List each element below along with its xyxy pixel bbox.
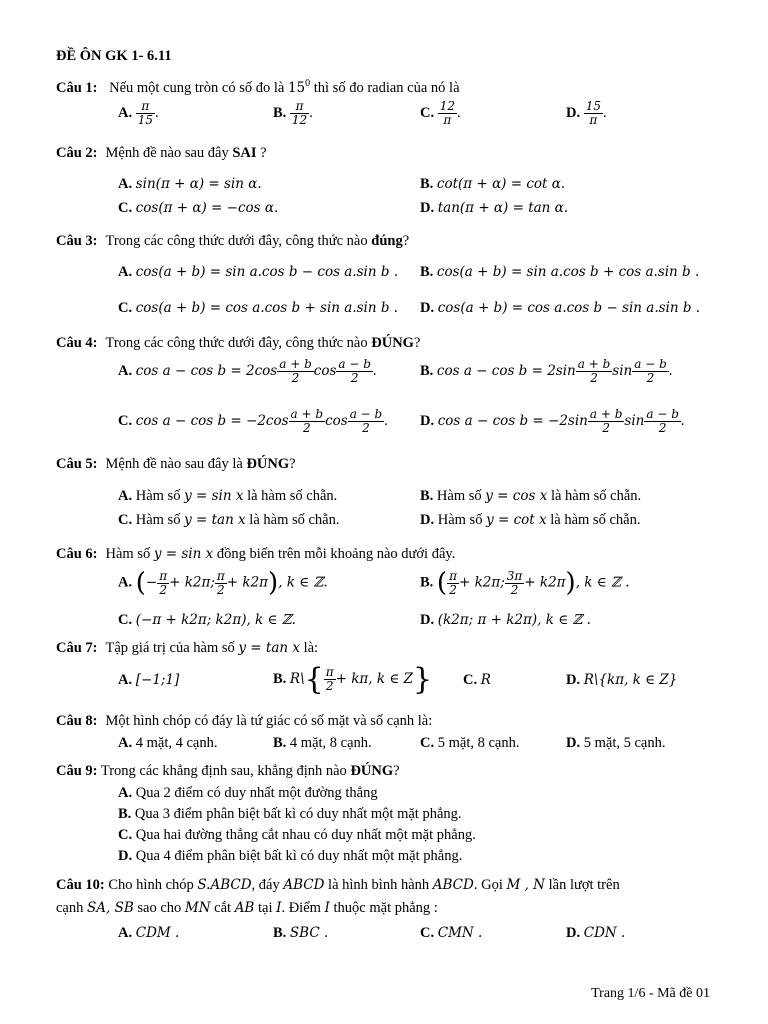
text-q3-d-t: cos(a + b) = cos a.cos b − sin a.sin b . [437,300,701,316]
text-q1-a-k: A. [118,104,133,121]
text-q6-c-t: (−π + k2π; k2π), k ∈ ℤ. [135,612,296,628]
text-q6-b-m1: + k2π; [458,574,505,591]
text-q7-f: y = tan x [238,640,300,656]
text-q4-a-mid: cos [313,362,337,379]
text-q5-a-p1: Hàm số [135,488,181,504]
text-q6-f: y = sin x [153,546,214,562]
q8-option-d[interactable] [566,735,665,752]
text-q5-d-k: D. [420,512,435,528]
text-q5-a-k: A. [118,488,133,504]
text-q4-d-f2n: a − b [646,407,679,421]
q7-option-c[interactable] [463,672,491,689]
text-q6-a-n1: π [159,568,168,583]
question-9 [56,763,400,780]
text-q1-b-k: B. [273,104,287,121]
text-q3-b-t: cos(a + b) = sin a.cos b + cos a.sin b . [436,264,700,280]
text-q7-b-k: B. [273,670,287,687]
text-q5-c-k: C. [118,512,133,528]
text-q10-b-t: SBC . [289,925,329,941]
text-q2-d-t: tan(π + α) = tan α. [437,200,569,216]
page-footer: Trang 1/6 - Mã đề 01 [591,986,710,1001]
text-q7-b-post: + kπ, k ∈ Z [335,670,413,687]
text-q4-d-f1n: a + b [589,407,623,421]
text-q2-stem: Mệnh đề nào sau đây [105,145,229,161]
text-q6-b-end: , k ∈ ℤ . [575,574,630,591]
text-q6-b-k: B. [420,574,434,591]
text-q10-m3: ABCD [432,877,474,893]
text-q8-a-k: A. [118,735,133,751]
text-q1-label: Câu 1: [56,79,98,96]
q6-option-a[interactable]: A. (− $\frac{\pi}{2}$ + k2π; $\frac{\pi}{2}$ + k2π), k ∈ ℤ. [118,568,328,598]
question-6 [56,546,455,563]
text-q10-d-k: D. [566,925,581,941]
text-q5-a-p2: là hàm số chẵn. [247,488,338,504]
text-q5-tail: ? [289,456,296,472]
text-q6-a-d1: 2 [159,582,167,597]
text-q4-b-k: B. [420,362,434,379]
text-q4-c-f2d: 2 [362,421,370,435]
text-q5-c-f: y = tan x [184,512,246,528]
text-q8-c-k: C. [420,735,435,751]
text-q10-c-t: CMN . [437,925,483,941]
text-q10-s4: . Gọi [473,877,503,893]
q8-option-b[interactable] [273,735,372,752]
q9-option-b[interactable] [118,806,462,823]
q5-option-c[interactable] [118,512,340,529]
text-q5-c-p1: Hàm số [135,512,181,528]
text-q4-b-f2n: a − b [634,357,667,371]
q9-option-a[interactable] [118,785,378,802]
text-q6-a-m1: + k2π; [169,574,215,591]
text-q9-a-k: A. [118,785,133,801]
q2-option-c[interactable] [118,200,278,217]
text-q10-s2: , đáy [251,877,280,893]
text-q3-d-k: D. [420,300,435,316]
text-q10-c-k: C. [420,925,435,941]
text-q9-d-t: Qua 4 điểm phân biệt bất kì có duy nhất một mặt phẳng. [135,848,463,864]
q7-option-d[interactable] [566,672,677,689]
q8-option-a[interactable] [118,735,217,752]
text-q2-c-t: cos(π + α) = −cos α. [135,200,279,216]
text-q4-b-f2d: 2 [646,371,655,385]
text-q1-c-k: C. [420,104,435,121]
text-q10-m4: M , N [506,877,545,893]
text-q4-b-pre: cos a − cos b = 2sin [436,362,576,379]
q6-option-d[interactable] [420,612,591,629]
text-q5-b-k: B. [420,488,434,504]
text-q10-b-k: B. [273,925,287,941]
q4-option-b[interactable] [420,358,672,385]
question-5 [56,456,296,473]
text-q2-c-k: C. [118,200,133,216]
text-q4-c-f1n: a + b [290,407,324,421]
text-q6-stem1: Hàm số [105,546,151,562]
q7-option-b[interactable]: B. R\{ $\frac{\pi}{2}$ + kπ, k ∈ Z} [273,662,433,697]
text-q10-l2m5: I [324,900,330,916]
text-q7-d-t: R\{kπ, k ∈ Z} [583,672,678,688]
text-q5-d-p1: Hàm số [437,512,483,528]
text-q4-c-pre: cos a − cos b = −2cos [135,412,289,429]
text-q6-a-d2: 2 [217,582,225,597]
q6-option-b[interactable]: B. ( $\frac{\pi}{2}$ + k2π; $\frac{3\pi}{2}$ + k2π), k ∈ ℤ . [420,568,630,598]
q10-option-c[interactable] [420,925,482,942]
text-q10-s5: lần lượt trên [548,877,620,893]
text-q6-stem2: đồng biến trên mỗi khoảng nào dưới đây. [216,546,456,562]
text-q10-label: Câu 10: [56,877,105,893]
text-q1-a-den: 15 [137,113,154,127]
text-q9-b-k: B. [118,806,132,822]
text-q10-s3: là hình bình hành [328,877,430,893]
text-q4-a-end: . [372,362,377,379]
text-q10-m1: S.ABCD [197,877,252,893]
text-q5-b-p1: Hàm số [436,488,482,504]
question-10 [56,877,620,894]
text-q3-a-k: A. [118,264,133,280]
text-q4-c-k: C. [118,412,133,429]
q5-option-a[interactable] [118,488,337,505]
text-q4-b-end: . [668,362,673,379]
text-q2-tail: ? [260,145,267,161]
text-q1-stem: Nếu một cung tròn có số đo là [109,79,285,96]
text-q10-l2d: tại [257,900,273,916]
text-q10-d-t: CDN . [583,925,626,941]
text-q3-tail: ? [402,233,410,249]
text-q3-c-k: C. [118,300,133,316]
text-q1-d-num: 15 [585,99,602,113]
text-q8-b-k: B. [273,735,287,751]
text-q4-tail: ? [413,335,421,351]
q4-option-c[interactable] [118,408,388,435]
q6-option-c[interactable] [118,612,296,629]
text-q7-b-d: 2 [325,679,334,693]
text-q9-bold: ĐÚNG [350,763,394,779]
text-q7-c-t: R [480,672,491,688]
text-q6-b-m2: + k2π [524,574,566,591]
text-q10-l2m2: MN [184,900,211,916]
text-q2-b-t: cot(π + α) = cot α. [436,176,566,192]
text-q9-b-t: Qua 3 điểm phân biệt bất kì có duy nhất một mặt phẳng. [134,806,462,822]
text-q8-b-t: 4 mặt, 8 cạnh. [289,735,372,751]
q4-option-d[interactable] [420,408,685,435]
text-q7-stem1: Tập giá trị của hàm số [105,640,235,656]
text-q4-c-f1d: 2 [302,421,311,435]
text-q2-a-t: sin(π + α) = sin α. [135,176,262,192]
text-q4-d-pre: cos a − cos b = −2sin [437,412,588,429]
q9-option-d[interactable] [118,848,462,865]
text-q3-c-t: cos(a + b) = cos a.cos b + sin a.sin b . [135,300,399,316]
text-q6-a-s1: − [145,574,158,591]
text-q1-d-k: D. [566,104,581,121]
question-10-line-2 [56,900,438,917]
question-4 [56,335,420,352]
text-q4-label: Câu 4: [56,335,98,351]
text-q6-b-n1: π [449,568,457,583]
text-q4-a-f2d: 2 [350,371,359,385]
text-q8-a-t: 4 mặt, 4 cạnh. [135,735,218,751]
text-q8-d-t: 5 mặt, 5 cạnh. [583,735,666,751]
text-q5-stem: Mệnh đề nào sau đây là [105,456,243,472]
text-q4-d-k: D. [420,412,435,429]
text-q3-stem: Trong các công thức dưới đây, công thức nào [105,233,368,249]
q9-option-c[interactable] [118,827,476,844]
text-q3-b-k: B. [420,264,434,280]
text-q4-d-f1d: 2 [602,421,610,435]
text-q3-label: Câu 3: [56,233,98,249]
text-q4-bold: ĐÚNG [371,335,414,351]
text-q1-stem2: thì số đo radian của nó là [313,79,460,96]
text-q4-d-mid: sin [624,412,645,429]
text-q7-label: Câu 7: [56,640,98,656]
text-q4-d-end: . [680,412,685,429]
text-q7-a-k: A. [118,672,133,688]
text-q7-b-pre: R\ [289,670,305,687]
text-q4-c-end: . [384,412,388,429]
text-q10-l2b: sao cho [137,900,182,916]
q10-option-b[interactable] [273,925,328,942]
q7-option-a[interactable] [118,672,179,689]
question-3 [56,233,409,250]
text-q4-b-mid: sin [612,362,633,379]
text-q4-a-f2n: a − b [338,357,371,371]
text-q3-bold: đúng [371,233,403,249]
q2-option-d[interactable] [420,200,568,217]
text-q4-stem: Trong các công thức dưới đây, công thức nào [105,335,368,351]
q10-option-d[interactable] [566,925,625,942]
text-q7-c-k: C. [463,672,478,688]
text-q5-c-p2: là hàm số chẵn. [249,512,340,528]
text-q6-b-d1: 2 [449,582,457,597]
text-q10-l2m1: SA, SB [87,900,134,916]
text-q4-a-f1d: 2 [291,371,300,385]
text-q5-b-p2: là hàm số chẵn. [550,488,642,504]
text-q6-c-k: C. [118,612,133,628]
text-q6-a-end: , k ∈ ℤ. [278,574,328,591]
text-q9-d-k: D. [118,848,133,864]
text-q6-d-t: (k2π; π + k2π), k ∈ ℤ . [437,612,591,628]
text-q10-a-t: CDM . [135,925,180,941]
text-q9-c-k: C. [118,827,133,843]
text-q2-label: Câu 2: [56,145,98,161]
text-q9-stem: Trong các khẳng định sau, khẳng định nào [100,763,347,779]
text-q7-b-n: π [325,665,334,679]
text-q10-a-k: A. [118,925,133,941]
text-q4-b-f1n: a + b [577,357,611,371]
text-q10-s1: Cho hình chóp [108,877,194,893]
text-q8-d-k: D. [566,735,581,751]
q1-option-b[interactable]: B. $\frac{\pi}{12}$ . [273,99,313,127]
q3-option-c[interactable] [118,300,398,317]
text-q6-a-k: A. [118,574,133,591]
text-q5-d-f: y = cot x [486,512,547,528]
q10-option-a[interactable] [118,925,179,942]
text-q1-c-num: 12 [439,99,456,113]
text-q8-c-t: 5 mặt, 8 cạnh. [437,735,520,751]
text-q3-a-t: cos(a + b) = sin a.cos b − cos a.sin b . [135,264,399,280]
text-q10-l2c: cắt [214,900,232,916]
text-q10-m2: ABCD [283,877,325,893]
question-7 [56,640,318,657]
text-q5-a-f: y = sin x [184,488,244,504]
text-q9-c-t: Qua hai đường thẳng cắt nhau có duy nhất một mặt phẳng. [135,827,476,843]
text-q6-b-n2: 3π [506,568,523,583]
question-8 [56,713,432,730]
text-q1-d-den: π [589,113,598,127]
text-q4-b-f1d: 2 [590,371,598,385]
text-q6-label: Câu 6: [56,546,98,562]
text-q9-a-t: Qua 2 điểm có duy nhất một đường thẳng [135,785,378,801]
text-q4-c-mid: cos [325,412,348,429]
text-q2-b-k: B. [420,176,434,192]
text-q10-l2a: cạnh [56,900,84,916]
text-q1-b-num: π [290,100,309,114]
text-q4-a-f1n: a + b [279,357,312,371]
q3-option-a[interactable] [118,264,398,281]
text-q5-d-p2: là hàm số chẵn. [550,512,641,528]
text-q1-b-den: 12 [291,113,308,127]
text-q1-a-num: π [136,100,155,114]
q8-option-c[interactable] [420,735,519,752]
q1-option-a[interactable]: A. $\frac{\pi}{15}$ . [118,99,159,127]
text-q9-tail: ? [393,763,400,779]
text-q10-l2m4: I [276,900,282,916]
text-q10-l2e: . Điểm [281,900,321,916]
text-q10-l2m3: AB [234,900,255,916]
text-q4-c-f2n: a − b [349,407,383,421]
text-q4-d-f2d: 2 [658,421,667,435]
q5-option-b[interactable] [420,488,641,505]
text-q2-d-k: D. [420,200,435,216]
text-q6-a-n2: π [216,568,225,583]
q3-option-d[interactable] [420,300,700,317]
q2-option-a[interactable] [118,176,262,193]
text-q6-d-k: D. [420,612,435,628]
page-title: ĐỀ ÔN GK 1- 6.11 [56,48,172,64]
q5-option-d[interactable] [420,512,640,529]
text-q9-label: Câu 9: [56,763,98,779]
text-q1-val: 15 [287,79,306,96]
text-q5-bold: ĐÚNG [246,456,290,472]
text-q6-a-m2: + k2π [226,574,269,591]
text-q8-stem: Một hình chóp có đáy là tứ giác có số mặt và số cạnh là: [105,713,433,729]
text-q5-b-f: y = cos x [485,488,548,504]
text-q2-a-k: A. [118,176,133,192]
text-q1-c-den: π [443,113,452,127]
question-1 [56,78,460,97]
text-q7-d-k: D. [566,672,581,688]
q2-option-b[interactable] [420,176,565,193]
text-q4-a-pre: cos a − cos b = 2cos [135,362,278,379]
q1-option-c[interactable]: C. $\frac{12}{\pi}$ . [420,99,461,127]
q4-option-a[interactable] [118,358,377,385]
q3-option-b[interactable] [420,264,699,281]
text-q10-l2f: thuộc mặt phẳng : [333,900,438,916]
text-q1-deg: 0 [305,78,311,89]
text-q7-a-t: [−1;1] [135,672,180,688]
text-q8-label: Câu 8: [56,713,98,729]
text-q7-stem2: là: [303,640,319,656]
question-2 [56,145,267,162]
text-q5-label: Câu 5: [56,456,98,472]
text-q4-a-k: A. [118,362,133,379]
text-q2-bold: SAI [232,145,257,161]
text-q6-b-d2: 2 [510,582,519,597]
q1-option-d[interactable]: D. $\frac{15}{\pi}$ . [566,99,607,127]
